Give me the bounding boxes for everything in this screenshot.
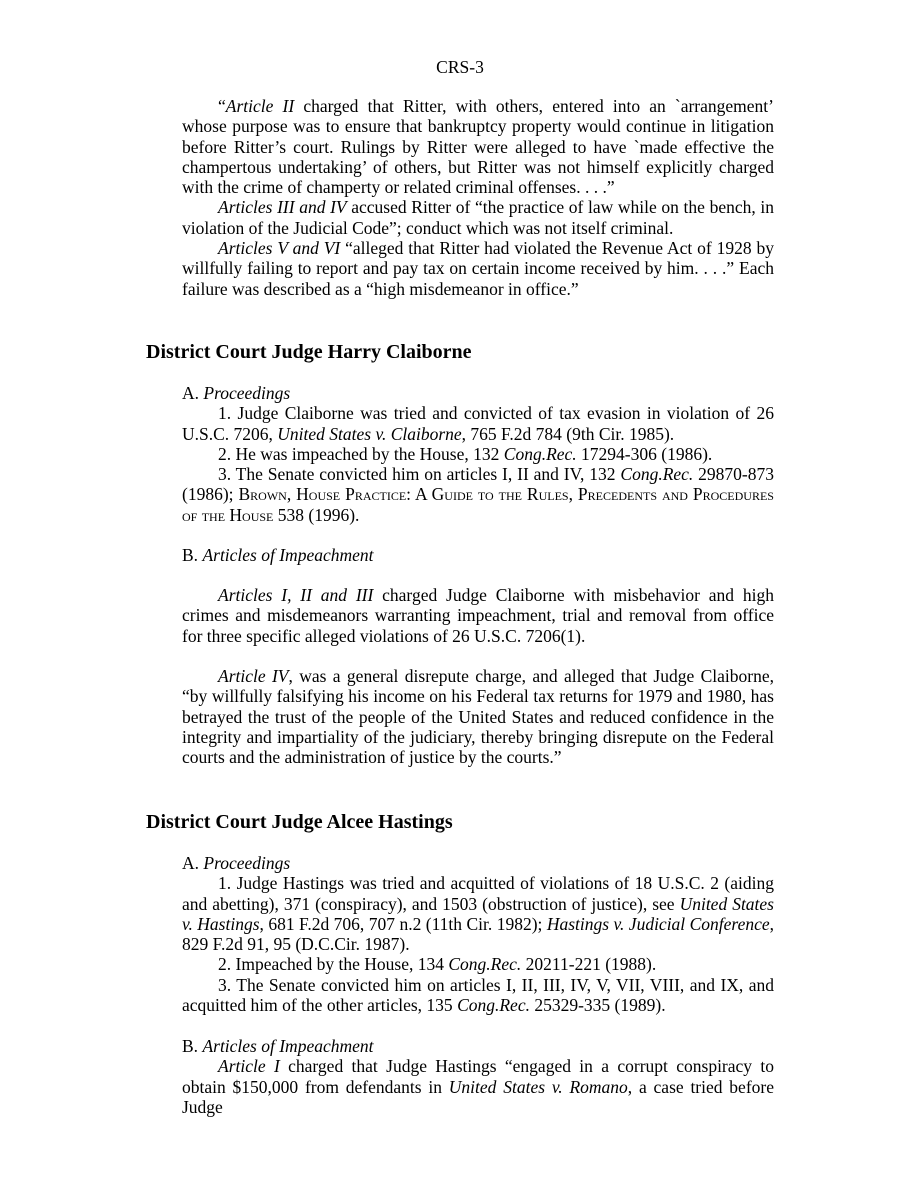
claiborne-proceeding-1: 1. Judge Claiborne was tried and convicted of tax evasion in violation of 26 U.S.C. 7206, United States v. Claiborne, 765 F.2d 784 (9th Cir. 1985). <box>182 403 774 444</box>
claiborne-proceeding-3: 3. The Senate convicted him on articles I, II and IV, 132 Cong.Rec. 29870-873 (1986); Brown, House Practice: A Guide to the Rules, Precedents and Procedures of the House 538 (1996). <box>182 464 774 525</box>
claiborne-article-1-3: Articles I, II and III charged Judge Claiborne with misbehavior and high crimes and misdemeanors warranting impeachment, trial and removal from office for three specific alleged violations of 26 U.S.C. 7206(1). <box>182 585 774 646</box>
hastings-articles <box>182 1036 774 1117</box>
hastings-heading: District Court Judge Alcee Hastings <box>146 811 453 833</box>
ritter-article-2: “Article II charged that Ritter, with others, entered into an `arrangement’ whose purpose was to ensure that bankruptcy property would continue in litigation before Ritter’s court. Rulings by Ritter were alleged to have `made effective the champertous undertaking’ of others, but Ritter was not himself explicitly charged with the crime of champerty or related criminal offenses. . . .” <box>182 96 774 198</box>
hastings-proceedings <box>182 853 774 1015</box>
claiborne-proceedings <box>182 383 774 525</box>
ritter-articles-3-4: Articles III and IV accused Ritter of “the practice of law while on the bench, in violation of the Judicial Code”; conduct which was not itself criminal. <box>182 197 774 238</box>
claiborne-proceedings-label: A. Proceedings <box>182 383 291 403</box>
claiborne-heading: District Court Judge Harry Claiborne <box>146 341 472 363</box>
hastings-proceeding-1: 1. Judge Hastings was tried and acquitted of violations of 18 U.S.C. 2 (aiding and abetting), 371 (conspiracy), and 1503 (obstruction of justice), see United States v. Hastings, 681 F.2d 706, 707 n.2 (11th Cir. 1982); Hastings v. Judicial Conference, 829 F.2d 91, 95 (D.C.Cir. 1987). <box>182 873 775 955</box>
claiborne-articles-label: B. Articles of Impeachment <box>182 545 374 565</box>
claiborne-proceeding-2: 2. He was impeached by the House, 132 Cong.Rec. 17294-306 (1986). <box>218 443 713 464</box>
claiborne-article-4: Article IV, was a general disrepute charge, and alleged that Judge Claiborne, “by willfully falsifying his income on his Federal tax returns for 1979 and 1980, has betrayed the trust of the people of the United States and reduced confidence in the integrity and impartiality of the judiciary, thereby bringing disrepute on the Federal courts and the administration of justice by the courts.” <box>182 666 774 768</box>
hastings-proceeding-2: 2. Impeached by the House, 134 Cong.Rec. 20211-221 (1988). <box>218 954 657 975</box>
hastings-proceeding-3: 3. The Senate convicted him on articles I, II, III, IV, V, VII, VIII, and IX, and acquitted him of the other articles, 135 Cong.Rec. 25329-335 (1989). <box>182 974 774 1016</box>
ritter-articles-block <box>182 96 774 299</box>
hastings-articles-label: B. Articles of Impeachment <box>182 1036 374 1056</box>
hastings-article-1: Article I charged that Judge Hastings “engaged in a corrupt conspiracy to obtain $150,000 from defendants in United States v. Romano, a case tried before Judge <box>182 1056 775 1117</box>
page-header: CRS-3 <box>436 57 484 77</box>
hastings-proceedings-label: A. Proceedings <box>182 853 291 873</box>
ritter-articles-5-6: Articles V and VI “alleged that Ritter had violated the Revenue Act of 1928 by willfully failing to report and pay tax on certain income received by him. . . .” Each failure was described as a “high misdemeanor in office.” <box>182 238 774 299</box>
